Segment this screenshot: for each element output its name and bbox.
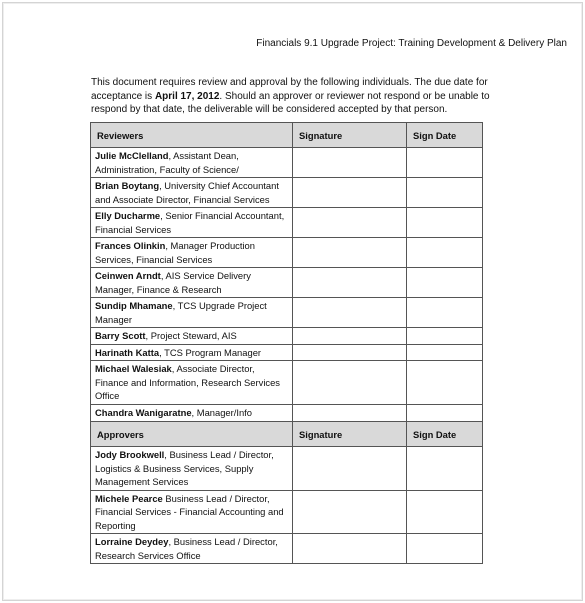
- approver-name: Michele Pearce: [95, 492, 163, 504]
- signature-cell[interactable]: [293, 238, 407, 268]
- sign-date-cell[interactable]: [407, 238, 483, 268]
- approver-cell: [91, 447, 293, 491]
- reviewer-name: Sundip Mhamane: [95, 300, 173, 311]
- sign-date-cell[interactable]: [407, 447, 483, 491]
- reviewer-role: , Project Steward, AIS: [145, 330, 237, 341]
- sign-date-header: Sign Date: [407, 123, 483, 148]
- reviewer-cell: [91, 298, 293, 328]
- table-row: [91, 298, 483, 328]
- intro-text-start: This document requires review and approval by the following individuals. The due date for acceptance is: [91, 77, 488, 102]
- table-row: [91, 178, 483, 208]
- due-date: April 17, 2012: [154, 90, 220, 102]
- reviewer-name: Elly Ducharme: [95, 210, 161, 221]
- reviewer-name: Frances Olinkin: [95, 240, 166, 251]
- reviewer-cell: [91, 344, 293, 361]
- sign-date-cell[interactable]: [407, 268, 483, 298]
- signature-cell[interactable]: [293, 534, 407, 564]
- reviewer-role: , TCS Program Manager: [159, 346, 262, 358]
- reviewer-cell: [91, 208, 293, 238]
- document-title: Financials 9.1 Upgrade Project: Training Development & Delivery Plan: [256, 38, 567, 49]
- reviewer-role: , University Chief Accountant and Associate Director, Financial Services: [95, 180, 279, 205]
- intro-paragraph: [91, 76, 511, 117]
- approvers-header-row: [91, 422, 483, 447]
- table-row: [91, 447, 483, 491]
- reviewer-name: Julie McClelland: [95, 150, 169, 161]
- table-row: [91, 268, 483, 298]
- signature-header: Signature: [293, 422, 407, 447]
- approver-cell: [91, 490, 293, 534]
- sign-date-cell[interactable]: [407, 208, 483, 238]
- approvers-table: [90, 421, 483, 564]
- reviewer-cell: [91, 328, 293, 345]
- approver-name: Lorraine Deydey: [95, 536, 169, 547]
- approver-cell: [91, 534, 293, 564]
- reviewer-cell: [91, 238, 293, 268]
- reviewer-role: , AIS Service Delivery Manager, Finance & Research: [95, 270, 251, 295]
- signature-header: Signature: [293, 123, 407, 148]
- table-row: [91, 208, 483, 238]
- reviewer-name: Michael Walesiak: [95, 363, 172, 374]
- reviewers-header-row: [91, 123, 483, 148]
- reviewer-cell: [91, 361, 293, 405]
- reviewer-cell: [91, 178, 293, 208]
- reviewer-name: Brian Boytang: [95, 180, 160, 191]
- approver-name: Jody Brookwell: [95, 449, 165, 460]
- reviewer-role: , Assistant Dean, Administration, Faculty of Science/: [95, 150, 239, 175]
- signature-cell[interactable]: [293, 490, 407, 534]
- reviewer-name: Chandra Wanigaratne: [95, 406, 192, 418]
- reviewer-role: , Manager Production Services, Financial Services: [95, 240, 255, 265]
- signature-cell[interactable]: [293, 178, 407, 208]
- table-row: [91, 361, 483, 405]
- signature-cell[interactable]: [293, 447, 407, 491]
- reviewer-name: Ceinwen Arndt: [95, 270, 161, 281]
- sign-date-cell[interactable]: [407, 534, 483, 564]
- table-row: [91, 238, 483, 268]
- intro-text-end: . Should an approver or reviewer not respond or be unable to respond by that date, the deliverable will be considered accepted by that person.: [91, 90, 490, 115]
- signature-cell[interactable]: [293, 328, 407, 345]
- sign-date-cell[interactable]: [407, 148, 483, 178]
- reviewer-role: , TCS Upgrade Project Manager: [95, 300, 267, 325]
- approver-role: Business Lead / Director, Financial Services - Financial Accounting and Reporting: [95, 492, 284, 531]
- table-row: [91, 534, 483, 564]
- reviewer-name: Barry Scott: [95, 330, 146, 341]
- sign-date-cell[interactable]: [407, 490, 483, 534]
- approver-role: , Business Lead / Director, Research Services Office: [95, 536, 278, 561]
- reviewer-cell: [91, 148, 293, 178]
- table-row: [91, 328, 483, 345]
- sign-date-cell[interactable]: [407, 298, 483, 328]
- table-row: [91, 148, 483, 178]
- approvers-header: Approvers: [91, 422, 293, 447]
- sign-date-cell[interactable]: [407, 344, 483, 361]
- signature-cell[interactable]: [293, 344, 407, 361]
- sign-date-cell[interactable]: [407, 328, 483, 345]
- reviewer-role: , Manager/Info: [191, 406, 252, 418]
- reviewer-name: Harinath Katta: [95, 346, 160, 358]
- signature-cell[interactable]: [293, 361, 407, 405]
- signature-cell[interactable]: [293, 268, 407, 298]
- sign-date-cell[interactable]: [407, 178, 483, 208]
- sign-date-cell[interactable]: [407, 361, 483, 405]
- sign-date-header: Sign Date: [407, 422, 483, 447]
- signature-cell[interactable]: [293, 148, 407, 178]
- table-row: [91, 344, 483, 361]
- signature-cell[interactable]: [293, 298, 407, 328]
- reviewer-cell: [91, 268, 293, 298]
- reviewers-table: [90, 122, 483, 435]
- reviewer-role: , Senior Financial Accountant, Financial Services: [95, 210, 285, 235]
- table-row: [91, 490, 483, 534]
- reviewers-header: Reviewers: [91, 123, 293, 148]
- reviewer-role: , Associate Director, Finance and Information, Research Services Office: [95, 363, 280, 401]
- signature-cell[interactable]: [293, 208, 407, 238]
- approver-role: , Business Lead / Director, Logistics & Business Services, Supply Management Services: [95, 449, 274, 487]
